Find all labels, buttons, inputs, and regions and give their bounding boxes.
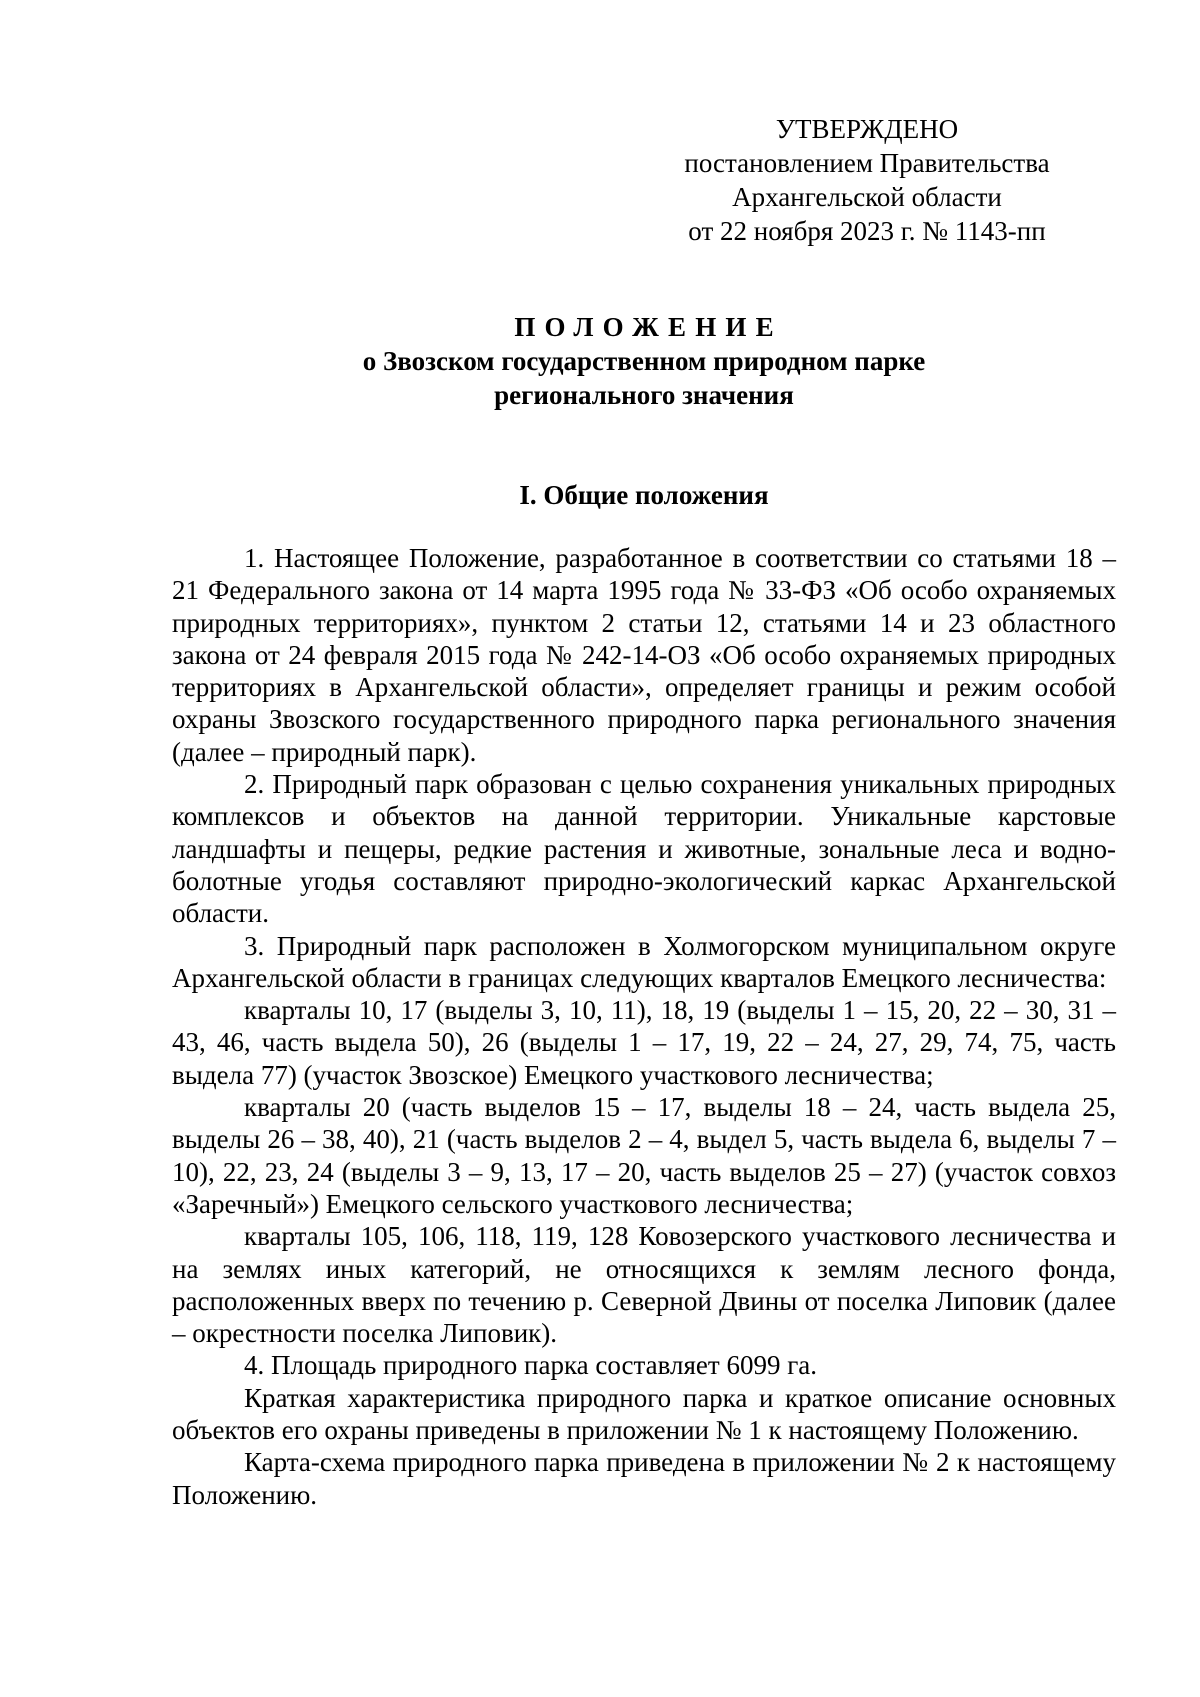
paragraph-4: 4. Площадь природного парка составляет 6099 га. [244, 1350, 818, 1381]
title-heading: ПОЛОЖЕНИЕ [514, 312, 783, 342]
title-subject-line-1: о Звозском государственном природном парке [362, 346, 926, 376]
approval-region-line: Архангельской области [732, 182, 1002, 212]
approval-label: УТВЕРЖДЕНО [775, 114, 959, 144]
paragraph-3: 3. Природный парк расположен в Холмогорском муниципальном округе Архангельской области в границах следующих кварталов Емецкого лесничества: [172, 930, 1116, 993]
paragraph-3-zvozskoe: кварталы 10, 17 (выделы 3, 10, 11), 18, 19 (выделы 1 – 15, 20, 22 – 30, 31 – 43, 46, часть выдела 50), 26 (выделы 1 – 17, 19, 22 – 24, 27, 29, 74, 75, часть выдела 77) (участок Звозское) Емецкого участкового лесничества; [172, 995, 1116, 1090]
approval-decree-line: постановлением Правительства [684, 148, 1050, 178]
paragraph-appendix-1: Краткая характеристика природного парка и краткое описание основных объектов его охраны приведены в приложении № 1 к настоящему Положению. [172, 1382, 1116, 1446]
paragraph-1: 1. Настоящее Положение, разработанное в соответствии со статьями 18 – 21 Федерального закона от 14 марта 1995 года № 33-ФЗ «Об особо охраняемых природных территориях», пунктом 2 статьи 12, статьями 14 и 23 областного закона от 24 февраля 2015 года № 242-14-ОЗ «Об особо охраняемых природных территориях в Архангельской области», определяет границы и режим особой охраны Звозского государственного природного парка регионального значения (далее – природный парк). [172, 543, 1116, 767]
approval-stamp-block [660, 112, 1074, 248]
document-title [172, 310, 1116, 412]
section-heading: I. Общие положения [519, 480, 769, 510]
paragraph-2: 2. Природный парк образован с целью сохранения уникальных природных комплексов и объектов на данной территории. Уникальные карстовые ландшафты и пещеры, редкие растения и животные, зональные леса и водно-болотные угодья составляют природно-экологический каркас Архангельской области. [172, 769, 1116, 929]
title-subject-line-2: регионального значения [494, 380, 794, 410]
paragraph-3-kovozero: кварталы 105, 106, 118, 119, 128 Ковозерского участкового лесничества и на землях иных категорий, не относящихся к землям лесного фонда, расположенных вверх по течению р. Северной Двины от поселка Липовик (далее – окрестности поселка Липовик). [172, 1221, 1116, 1349]
approval-date-number: от 22 ноября 2023 г. № 1143-пп [688, 216, 1046, 246]
paragraph-appendix-2: Карта-схема природного парка приведена в приложении № 2 к настоящему Положению. [172, 1447, 1116, 1510]
document-body [172, 542, 1116, 1511]
paragraph-3-zarechny: кварталы 20 (часть выделов 15 – 17, выделы 18 – 24, часть выдела 25, выделы 26 – 38, 40), 21 (часть выделов 2 – 4, выдел 5, часть выдела 6, выделы 7 – 10), 22, 23, 24 (выделы 3 – 9, 13, 17 – 20, часть выделов 25 – 27) (участок совхоз «Заречный») Емецкого сельского участкового лесничества; [172, 1092, 1116, 1219]
